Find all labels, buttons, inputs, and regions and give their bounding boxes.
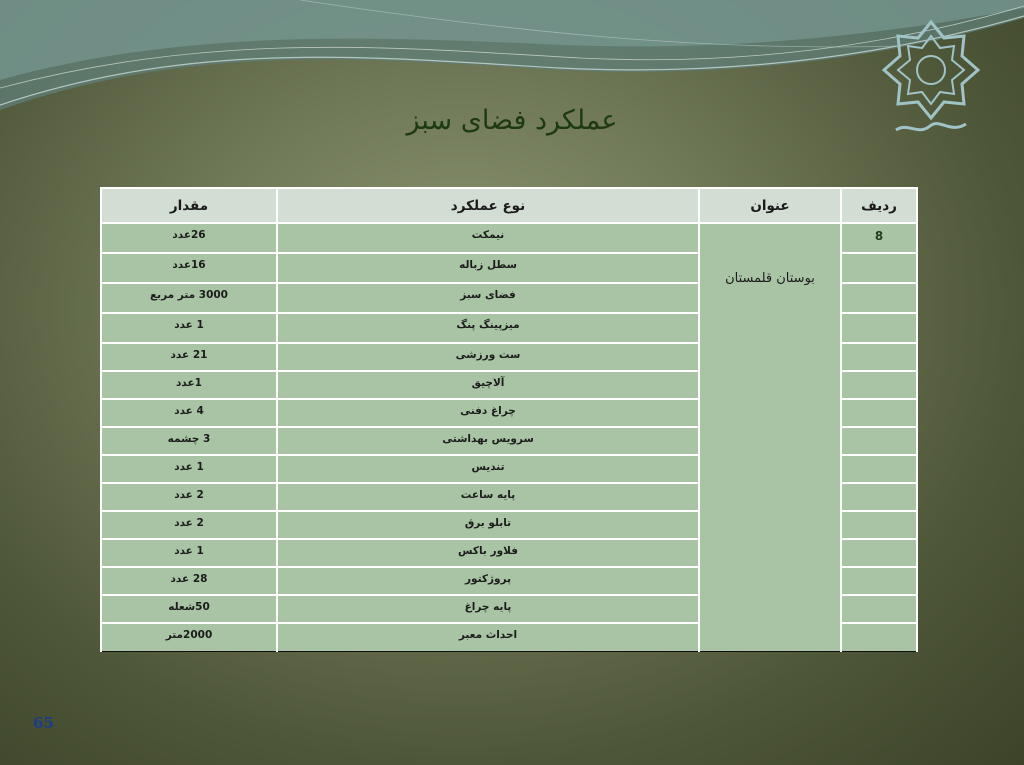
cell-amount: 3 چشمه bbox=[101, 427, 277, 455]
cell-radif bbox=[841, 455, 917, 483]
cell-performance-type: آلاچیق bbox=[277, 371, 699, 399]
cell-radif bbox=[841, 371, 917, 399]
cell-amount: 1 عدد bbox=[101, 455, 277, 483]
cell-radif bbox=[841, 623, 917, 651]
cell-amount: 21 عدد bbox=[101, 343, 277, 371]
cell-performance-type: سطل زباله bbox=[277, 253, 699, 283]
cell-radif bbox=[841, 539, 917, 567]
cell-radif bbox=[841, 567, 917, 595]
cell-onvan: بوستان قلمستان bbox=[699, 223, 841, 651]
cell-performance-type: نیمکت bbox=[277, 223, 699, 253]
cell-amount: 1عدد bbox=[101, 371, 277, 399]
cell-radif bbox=[841, 427, 917, 455]
cell-performance-type: فضای سبز bbox=[277, 283, 699, 313]
header-noe-amalkard: نوع عملکرد bbox=[277, 188, 699, 223]
cell-performance-type: تابلو برق bbox=[277, 511, 699, 539]
cell-performance-type: میزپینگ پنگ bbox=[277, 313, 699, 343]
slide-title: عملکرد فضای سبز bbox=[406, 105, 618, 136]
cell-radif bbox=[841, 313, 917, 343]
green-space-performance-table bbox=[100, 187, 918, 652]
cell-amount: 2 عدد bbox=[101, 511, 277, 539]
header-swoosh-decoration bbox=[0, 0, 1024, 120]
cell-performance-type: ست ورزشی bbox=[277, 343, 699, 371]
table-row bbox=[101, 223, 917, 253]
cell-amount: 26عدد bbox=[101, 223, 277, 253]
cell-radif bbox=[841, 511, 917, 539]
header-onvan: عنوان bbox=[699, 188, 841, 223]
cell-radif: 8 bbox=[841, 223, 917, 253]
cell-radif bbox=[841, 595, 917, 623]
cell-amount: 50شعله bbox=[101, 595, 277, 623]
cell-performance-type: احداث معبر bbox=[277, 623, 699, 651]
header-meghdar: مقدار bbox=[101, 188, 277, 223]
cell-performance-type: پروژکتور bbox=[277, 567, 699, 595]
cell-amount: 1 عدد bbox=[101, 313, 277, 343]
cell-amount: 16عدد bbox=[101, 253, 277, 283]
cell-radif bbox=[841, 399, 917, 427]
table-header-row bbox=[101, 188, 917, 223]
cell-amount: 2 عدد bbox=[101, 483, 277, 511]
cell-radif bbox=[841, 343, 917, 371]
cell-amount: 28 عدد bbox=[101, 567, 277, 595]
page-number: 65 bbox=[33, 714, 54, 732]
cell-amount: 4 عدد bbox=[101, 399, 277, 427]
cell-performance-type: پایه چراغ bbox=[277, 595, 699, 623]
cell-radif bbox=[841, 253, 917, 283]
cell-radif bbox=[841, 283, 917, 313]
cell-performance-type: پایه ساعت bbox=[277, 483, 699, 511]
header-radif: ردیف bbox=[841, 188, 917, 223]
cell-performance-type: سرویس بهداشتی bbox=[277, 427, 699, 455]
cell-performance-type: فلاور باکس bbox=[277, 539, 699, 567]
cell-performance-type: چراغ دفنی bbox=[277, 399, 699, 427]
cell-amount: 1 عدد bbox=[101, 539, 277, 567]
cell-amount: 2000متر bbox=[101, 623, 277, 651]
cell-performance-type: تندیس bbox=[277, 455, 699, 483]
cell-radif bbox=[841, 483, 917, 511]
cell-amount: 3000 متر مربع bbox=[101, 283, 277, 313]
